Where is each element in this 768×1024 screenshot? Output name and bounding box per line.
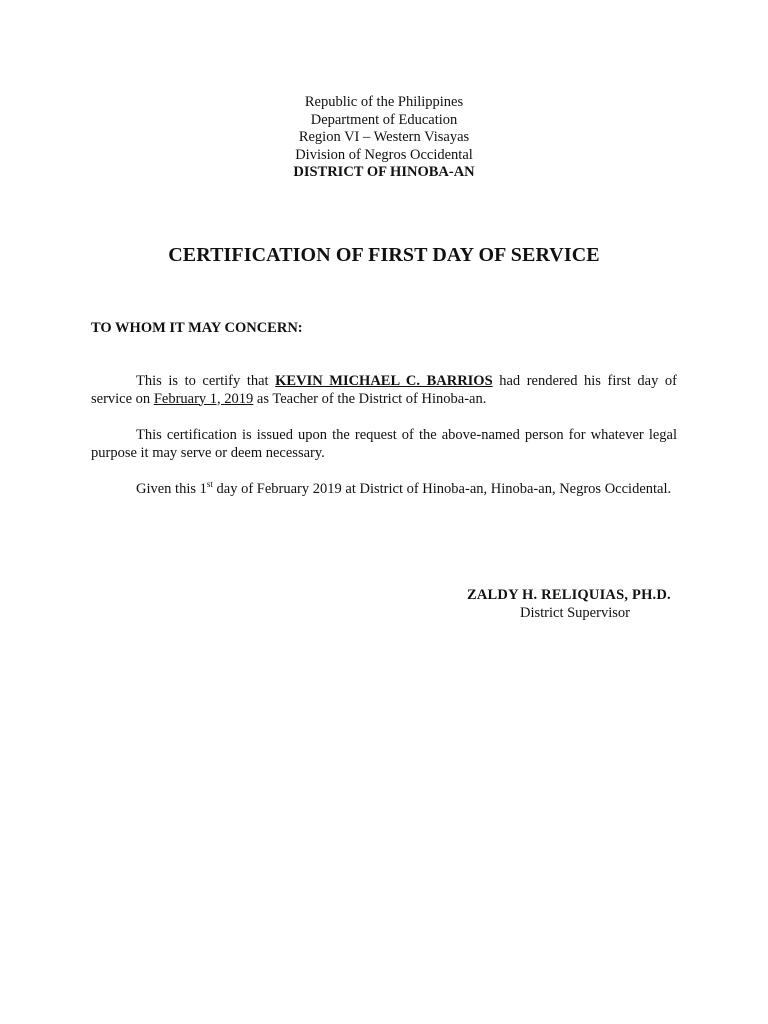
letterhead-division: Division of Negros Occidental: [295, 146, 473, 163]
letterhead-country: Republic of the Philippines: [304, 94, 464, 110]
letterhead-department: Department of Education: [310, 111, 458, 128]
paragraph1-intro: This is to certify that: [136, 373, 276, 389]
letterhead: [0, 94, 768, 182]
paragraph-purpose: This certification is issued upon the request of the above-named person for whatever legal purpose it may serve or deem necessary.: [91, 427, 677, 461]
ordinal-suffix: st: [206, 479, 213, 490]
paragraph3-end: day of February 2019 at District of Hinoba-an, Hinoba-an, Negros Occidental.: [212, 481, 672, 497]
letterhead-region: Region VI – Western Visayas: [298, 129, 470, 146]
paragraph3-intro: Given this 1: [136, 481, 207, 497]
service-date: February 1, 2019: [153, 390, 254, 407]
salutation: TO WHOM IT MAY CONCERN:: [91, 320, 303, 336]
paragraph1-end: as Teacher of the District of Hinoba-an.: [253, 390, 487, 407]
paragraph-given: [91, 481, 677, 499]
document-title: CERTIFICATION OF FIRST DAY OF SERVICE: [168, 244, 600, 266]
employee-name: KEVIN MICHAEL C. BARRIOS: [275, 373, 493, 389]
letterhead-district: DISTRICT OF HINOBA-AN: [293, 164, 475, 181]
paragraph-certification: [91, 373, 677, 408]
signatory-name: ZALDY H. RELIQUIAS, PH.D.: [467, 587, 671, 603]
signatory-title: District Supervisor: [520, 605, 630, 621]
paragraph1-middle: had rendered his first day of service on: [91, 373, 678, 407]
